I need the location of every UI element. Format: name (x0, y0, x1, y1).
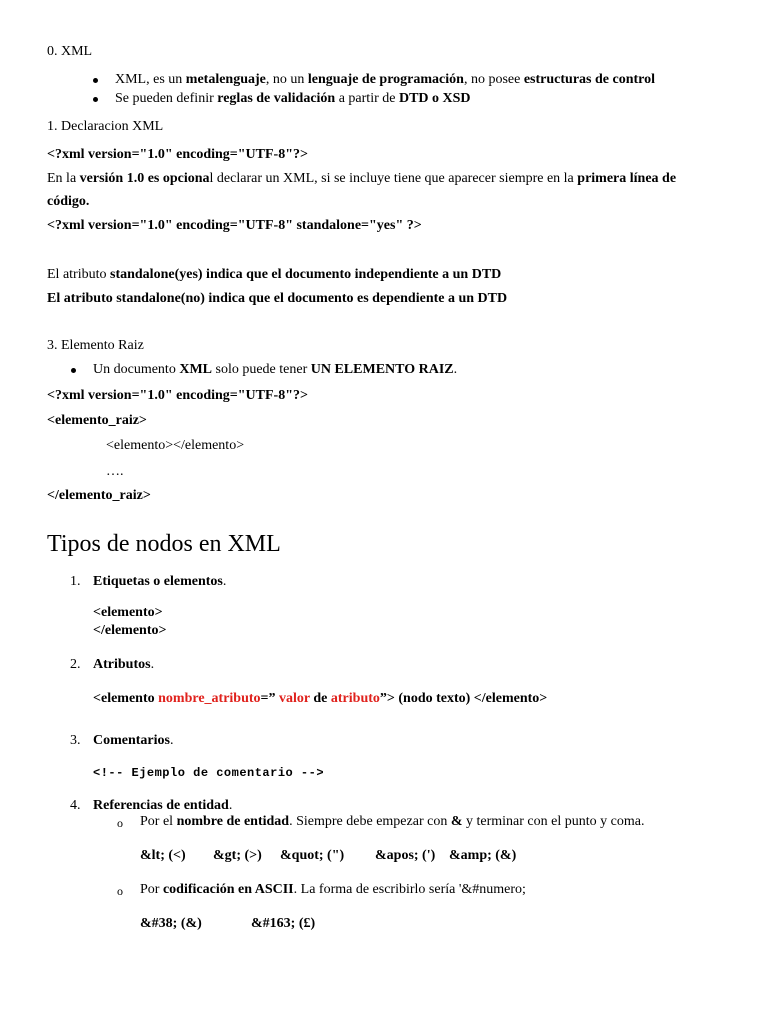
list-number: 1. (70, 574, 81, 589)
s3-bullet: Un documento XML solo puede tener UN ELEMENTO RAIZ. (93, 362, 458, 377)
ascii-desc: Por codificación en ASCII. La forma de escribirlo sería '&#numero; (140, 882, 526, 897)
entity-quot: &quot; (") (280, 848, 345, 863)
bullet-icon (71, 368, 76, 373)
list-number: 2. (70, 657, 81, 672)
circle-bullet-icon: o (117, 816, 123, 830)
xml-declaration-3: <?xml version="1.0" encoding="UTF-8"?> (47, 388, 308, 403)
ascii-amp: &#38; (&) (140, 916, 202, 931)
s1-paragraph: En la versión 1.0 es opcional declarar un XML, si se incluye tiene que aparecer siempre en la primera línea de (47, 171, 677, 186)
etiquetas-close: </elemento> (93, 623, 167, 638)
entity-amp: &amp; (&) (449, 848, 517, 863)
atributo-example: <elemento nombre_atributo=” valor de atributo”> (nodo texto) </elemento> (93, 691, 548, 706)
item-atributos: Atributos. (93, 657, 155, 672)
etiquetas-open: <elemento> (93, 605, 163, 620)
section-1-heading: 1. Declaracion XML (47, 119, 164, 134)
s1-paragraph-cont: código. (47, 194, 90, 209)
list-number: 4. (70, 798, 81, 813)
ellipsis: …. (106, 464, 124, 479)
section-3-heading: 3. Elemento Raiz (47, 338, 144, 353)
section-0-heading: 0. XML (47, 44, 93, 59)
item-comentarios: Comentarios. (93, 733, 174, 748)
root-open-tag: <elemento_raiz> (47, 413, 147, 428)
bullet-icon (93, 78, 98, 83)
section-title: Tipos de nodos en XML (47, 531, 281, 557)
entity-lt: &lt; (<) (140, 848, 186, 863)
entity-apos: &apos; (') (375, 848, 436, 863)
xml-declaration-1: <?xml version="1.0" encoding="UTF-8"?> (47, 147, 308, 162)
s0-bullet-1: XML, es un metalenguaje, no un lenguaje de programación, no posee estructuras de control (115, 72, 656, 87)
bullet-icon (93, 97, 98, 102)
ascii-pound: &#163; (£) (251, 916, 316, 931)
standalone-no-note: El atributo standalone(no) indica que el documento es dependiente a un DTD (47, 291, 508, 306)
root-close-tag: </elemento_raiz> (47, 488, 151, 503)
list-number: 3. (70, 733, 81, 748)
entity-name-desc: Por el nombre de entidad. Siempre debe empezar con & y terminar con el punto y coma. (140, 814, 645, 829)
xml-declaration-2: <?xml version="1.0" encoding="UTF-8" standalone="yes" ?> (47, 218, 422, 233)
entity-gt: &gt; (>) (213, 848, 262, 863)
child-element: <elemento></elemento> (106, 438, 245, 453)
comment-example: <!-- Ejemplo de comentario --> (93, 766, 325, 780)
s0-bullet-2: Se pueden definir reglas de validación a partir de DTD o XSD (115, 91, 471, 106)
item-etiquetas: Etiquetas o elementos. (93, 574, 227, 589)
circle-bullet-icon: o (117, 884, 123, 898)
standalone-yes-note: El atributo standalone(yes) indica que el documento independiente a un DTD (47, 267, 502, 282)
item-referencias: Referencias de entidad. (93, 798, 233, 813)
